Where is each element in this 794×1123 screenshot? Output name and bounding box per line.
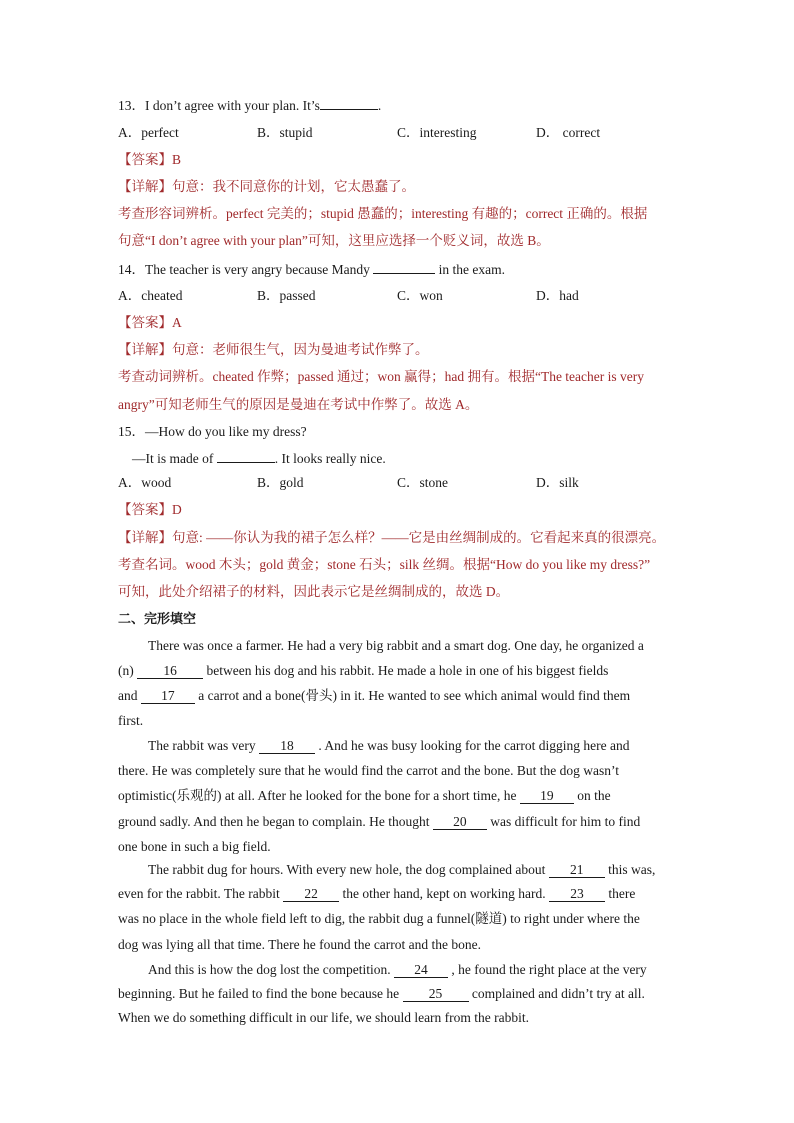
passage-line bbox=[118, 687, 630, 705]
passage-text: , he found the right place at the very bbox=[451, 962, 647, 977]
passage-text: The rabbit was very bbox=[148, 738, 256, 753]
question-14-stem bbox=[118, 260, 505, 279]
option-b: B．passed bbox=[257, 288, 316, 303]
answer-label: 【答案】D bbox=[118, 502, 182, 517]
passage-line: there. He was completely sure that he would find the carrot and the bone. But the dog wasn’t bbox=[118, 763, 619, 778]
blank-16: 16 bbox=[137, 664, 203, 679]
blank-18: 18 bbox=[259, 739, 315, 754]
blank-24: 24 bbox=[394, 963, 448, 978]
option-d: D．had bbox=[536, 288, 579, 303]
section-title: 二、完形填空 bbox=[118, 612, 197, 627]
option-d: D． correct bbox=[536, 125, 601, 140]
passage-line: first. bbox=[118, 713, 144, 728]
passage-line bbox=[148, 737, 630, 755]
question-text: —It is made of bbox=[132, 451, 214, 466]
detail-translation: 【详解】句意：老师很生气，因为曼迪考试作弊了。 bbox=[118, 342, 429, 357]
passage-text: and bbox=[118, 688, 138, 703]
passage-text: beginning. But he failed to find the bone because he bbox=[118, 986, 400, 1001]
passage-line: was no place in the whole field left to dig, the rabbit dug a funnel(隧道) to right under where the bbox=[118, 911, 640, 926]
detail-translation: 【详解】句意: ——你认为我的裙子怎么样？——它是由丝绸制成的。它看起来真的很漂亮。 bbox=[118, 530, 666, 545]
passage-text: this was, bbox=[608, 862, 656, 877]
passage-line bbox=[118, 813, 640, 831]
passage-line: dog was lying all that time. There he found the carrot and the bone. bbox=[118, 937, 482, 952]
passage-line bbox=[148, 961, 647, 979]
question-15-stem: 15．—How do you like my dress? bbox=[118, 424, 307, 439]
blank-19: 19 bbox=[520, 789, 574, 804]
option-a: A．wood bbox=[118, 475, 172, 490]
blank-21: 21 bbox=[549, 863, 605, 878]
question-text: 13．I don’t agree with your plan. It’s bbox=[118, 98, 320, 113]
option-a: A．cheated bbox=[118, 288, 183, 303]
detail-explanation-cont: 可知，此处介绍裙子的材料，因此表示它是丝绸制成的，故选 D。 bbox=[118, 584, 510, 599]
question-text-end: . bbox=[377, 98, 382, 113]
answer-blank bbox=[320, 96, 378, 110]
passage-line: one bone in such a big field. bbox=[118, 839, 271, 854]
passage-text: the other hand, kept on working hard. bbox=[342, 886, 546, 901]
question-15-response bbox=[132, 449, 386, 468]
passage-text: there bbox=[608, 886, 636, 901]
passage-text: optimistic(乐观的) at all. After he looked for the bone for a short time, he bbox=[118, 788, 517, 803]
passage-text: a carrot and a bone(骨头) in it. He wanted to see which animal would find them bbox=[198, 688, 631, 703]
passage-line: There was once a farmer. He had a very big rabbit and a smart dog. One day, he organized a bbox=[148, 638, 644, 653]
passage-line bbox=[118, 885, 635, 903]
question-text-end: . It looks really nice. bbox=[274, 451, 386, 466]
option-c: C．won bbox=[397, 288, 443, 303]
question-13-stem bbox=[118, 96, 381, 115]
blank-20: 20 bbox=[433, 815, 487, 830]
passage-text: between his dog and his rabbit. He made a hole in one of his biggest fields bbox=[206, 663, 609, 678]
option-a: A．perfect bbox=[118, 125, 179, 140]
question-text: 14．The teacher is very angry because Mandy bbox=[118, 262, 370, 277]
blank-17: 17 bbox=[141, 689, 195, 704]
passage-text: on the bbox=[577, 788, 611, 803]
answer-label: 【答案】B bbox=[118, 152, 182, 167]
passage-text: even for the rabbit. The rabbit bbox=[118, 886, 280, 901]
detail-explanation: 考查动词辨析。cheated 作弊；passed 通过；won 赢得；had 拥有。根据“The teacher is very bbox=[118, 369, 645, 384]
blank-25: 25 bbox=[403, 987, 469, 1002]
detail-explanation-cont: angry”可知老师生气的原因是曼迪在考试中作弊了。故选 A。 bbox=[118, 397, 479, 412]
passage-text: was difficult for him to find bbox=[490, 814, 641, 829]
passage-line bbox=[118, 787, 611, 805]
blank-23: 23 bbox=[549, 887, 605, 902]
passage-line bbox=[148, 861, 655, 879]
passage-text: ground sadly. And then he began to complain. He thought bbox=[118, 814, 430, 829]
passage-text: . And he was busy looking for the carrot digging here and bbox=[318, 738, 630, 753]
option-d: D．silk bbox=[536, 475, 579, 490]
option-b: B．gold bbox=[257, 475, 304, 490]
detail-explanation-cont: 句意“I don’t agree with your plan”可知，这里应选择一个贬义词，故选 B。 bbox=[118, 233, 550, 248]
option-b: B．stupid bbox=[257, 125, 313, 140]
question-text-end: in the exam. bbox=[438, 262, 506, 277]
option-c: C．stone bbox=[397, 475, 449, 490]
passage-line: When we do something difficult in our life, we should learn from the rabbit. bbox=[118, 1010, 530, 1025]
passage-line bbox=[118, 985, 645, 1003]
answer-label: 【答案】A bbox=[118, 315, 182, 330]
answer-blank bbox=[373, 260, 435, 274]
passage-text: complained and didn’t try at all. bbox=[471, 986, 645, 1001]
passage-text: (n) bbox=[118, 663, 134, 678]
detail-explanation: 考查名词。wood 木头；gold 黄金；stone 石头；silk 丝绸。根据“How do you like my dress?” bbox=[118, 557, 651, 572]
answer-blank bbox=[217, 449, 275, 463]
passage-text: The rabbit dug for hours. With every new hole, the dog complained about bbox=[148, 862, 546, 877]
passage-line bbox=[118, 662, 608, 680]
passage-text: And this is how the dog lost the competition. bbox=[148, 962, 391, 977]
detail-explanation: 考查形容词辨析。perfect 完美的；stupid 愚蠢的；interesting 有趣的；correct 正确的。根据 bbox=[118, 206, 648, 221]
option-c: C．interesting bbox=[397, 125, 477, 140]
blank-22: 22 bbox=[283, 887, 339, 902]
detail-translation: 【详解】句意：我不同意你的计划，它太愚蠢了。 bbox=[118, 179, 415, 194]
